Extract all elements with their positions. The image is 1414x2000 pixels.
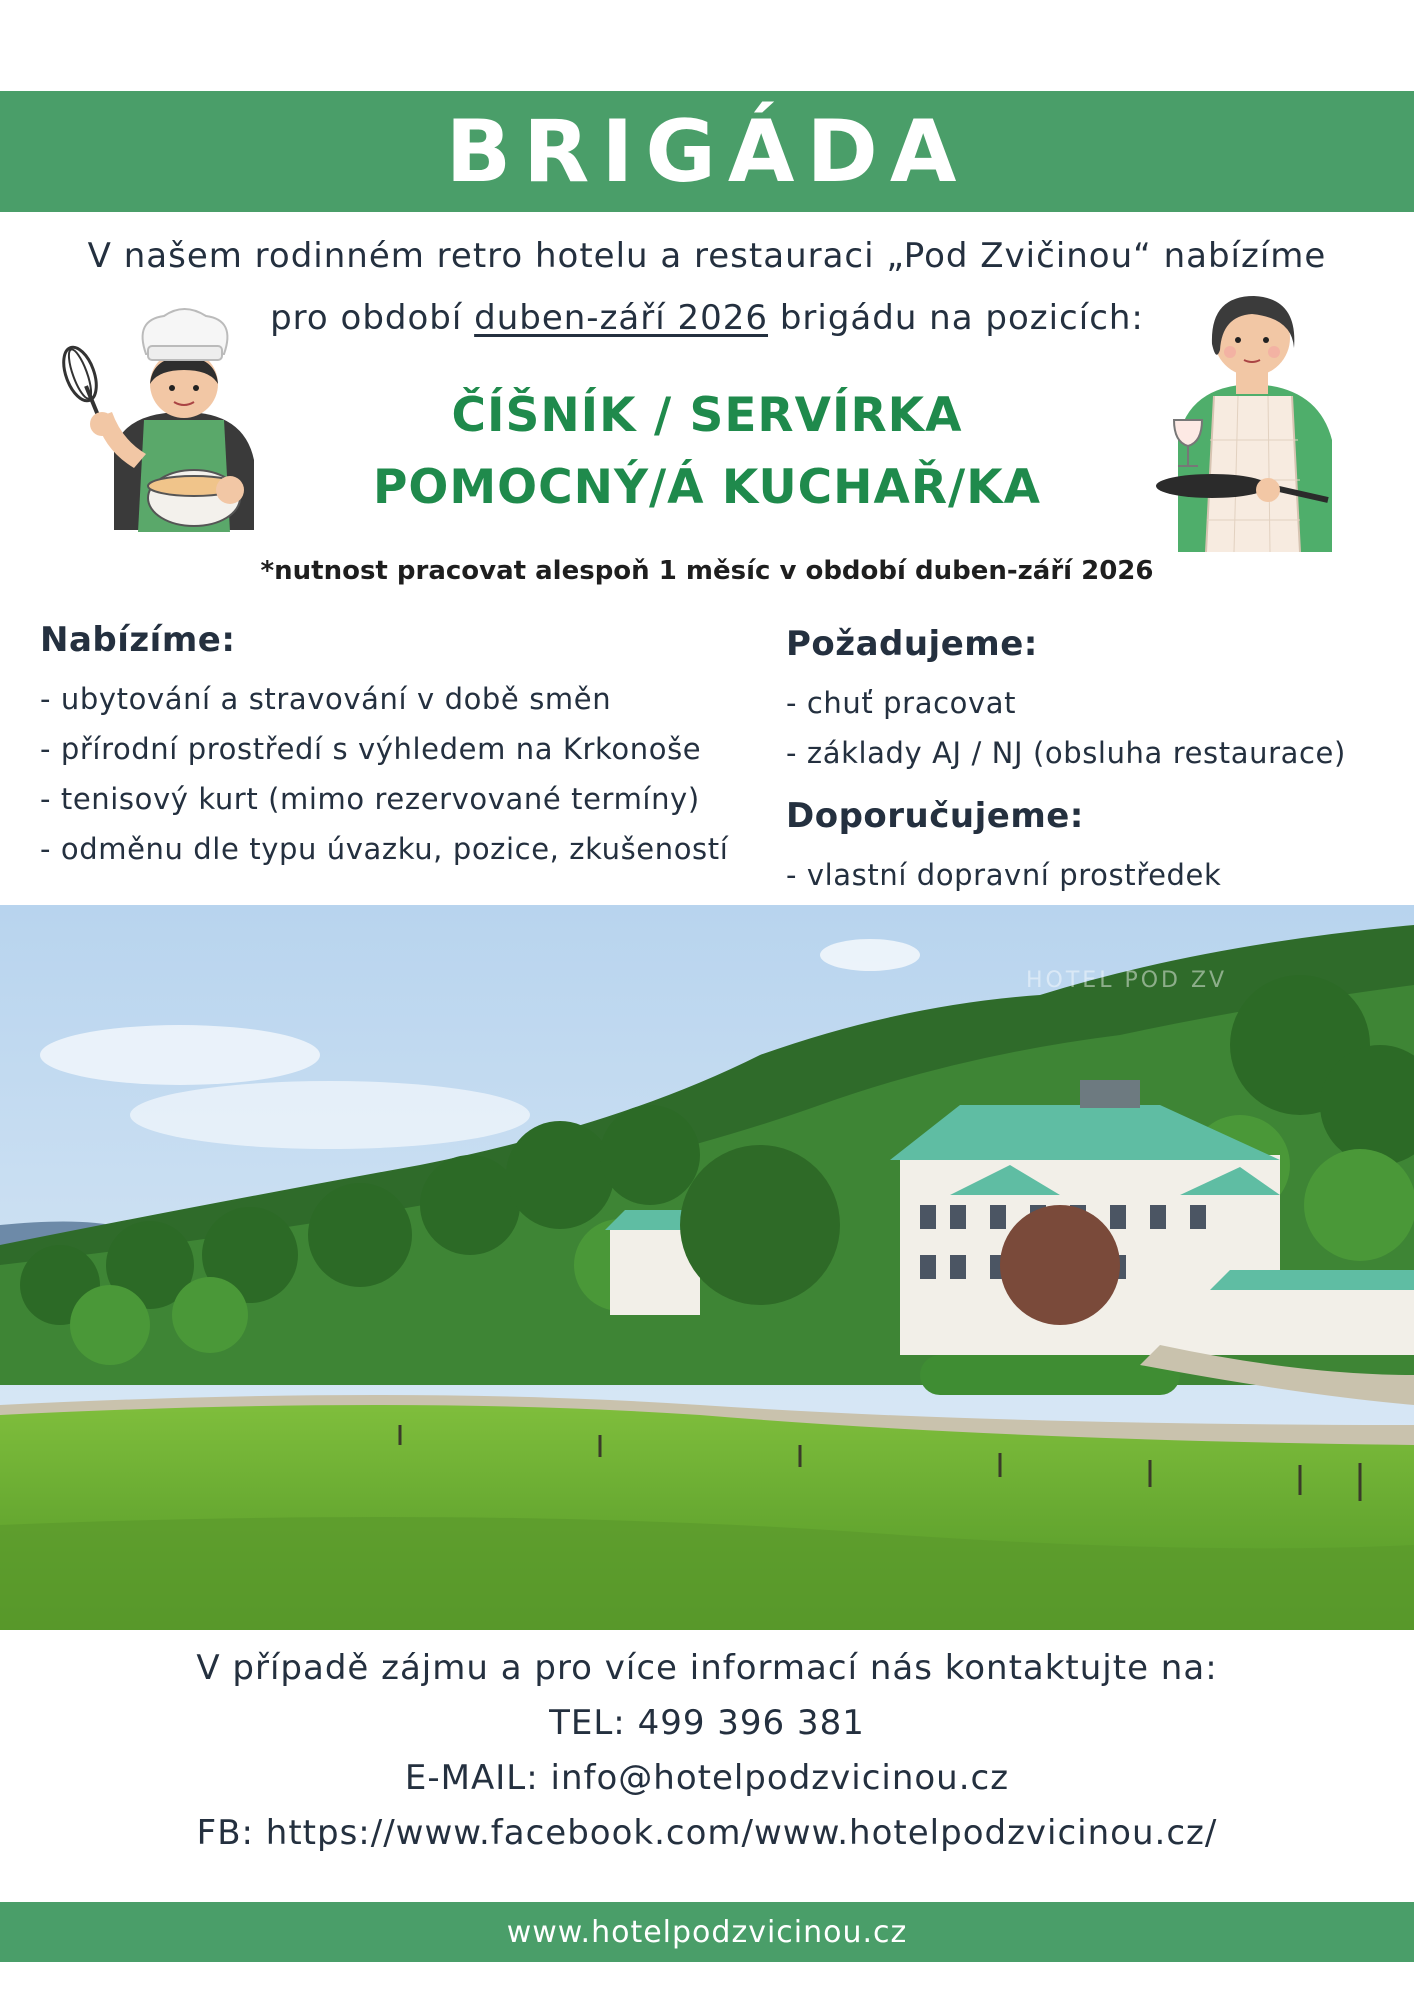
list-item: - tenisový kurt (mimo rezervované termíny) [40,782,700,816]
position-cook-assistant: POMOCNÝ/Á KUCHAŘ/KA [372,460,1041,515]
intro-period: duben-září 2026 [474,298,769,338]
contact-intro: V případě zájmu a pro více informací nás kontaktujte na: [196,1648,1218,1688]
hotel-landscape-photo [0,905,1414,1630]
intro-line-2-post: brigádu na pozicích: [768,298,1144,338]
offer-heading: Nabízíme: [40,620,236,660]
list-item: - chuť pracovat [786,686,1017,720]
recommend-list [786,850,1221,900]
requirements-section [786,624,1346,778]
list-item: - základy AJ / NJ (obsluha restaurace) [786,736,1346,770]
recommend-section [786,796,1221,900]
footer-url: www.hotelpodzvicinou.cz [506,1914,908,1950]
contact-tel: TEL: 499 396 381 [549,1703,865,1743]
intro-line-2-pre: pro období [270,298,475,338]
list-item: - přírodní prostředí s výhledem na Krkonoše [40,732,702,766]
contact-email: E-MAIL: info@hotelpodzvicinou.cz [404,1758,1010,1798]
offer-section [40,620,728,874]
list-item: - ubytování a stravování v době směn [40,682,612,716]
title-banner [0,91,1414,212]
page-title: BRIGÁDA [445,101,969,202]
requirements-heading: Požadujeme: [786,624,1038,664]
list-item: - vlastní dopravní prostředek [786,858,1222,892]
requirements-list [786,678,1346,778]
period-note: *nutnost pracovat alespoň 1 měsíc v období duben-září 2026 [260,556,1154,586]
offer-list [40,674,728,874]
position-waiter: ČÍŠNÍK / SERVÍRKA [451,388,963,443]
contact-fb: FB: https://www.facebook.com/www.hotelpodzvicinou.cz/ [196,1813,1218,1853]
list-item: - odměnu dle typu úvazku, pozice, zkušeností [40,832,729,866]
intro-line-1: V našem rodinném retro hotelu a restauraci „Pod Zvičinou“ nabízíme [87,236,1327,276]
recommend-heading: Doporučujeme: [786,796,1084,836]
footer-banner [0,1902,1414,1962]
photo-watermark: HOTEL POD ZV [1026,968,1228,993]
